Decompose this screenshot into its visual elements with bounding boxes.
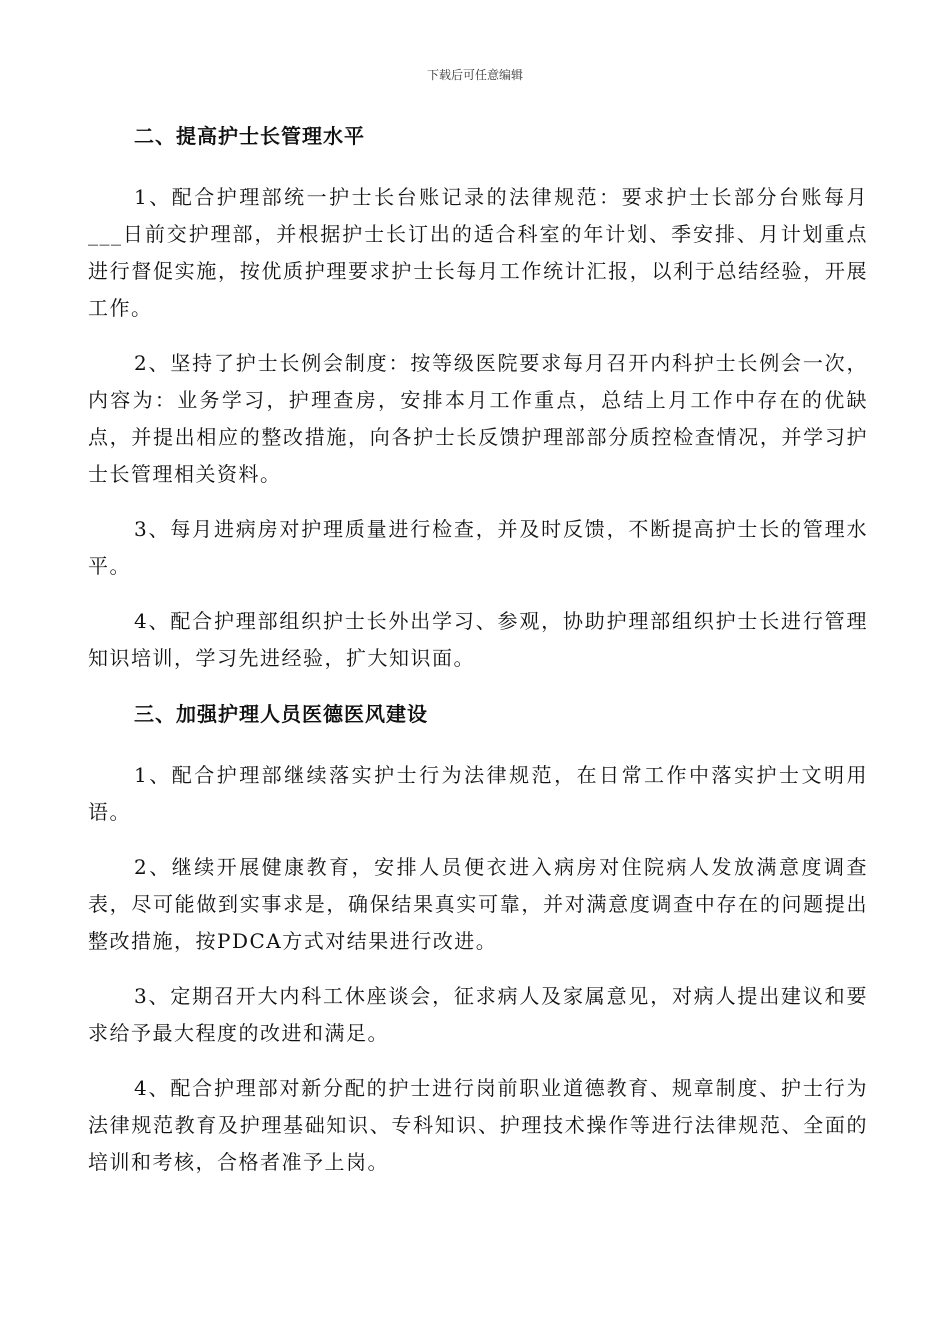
paragraph: 1、配合护理部统一护士长台账记录的法律规范：要求护士长部分台账每月___日前交护理部，并根据护士长订出的适合科室的年计划、季安排、月计划重点进行督促实施，按优质护理要求护士长每月工作统计汇报，以利于总结经验，开展工作。 bbox=[88, 185, 868, 320]
paragraph: 2、坚持了护士长例会制度：按等级医院要求每月召开内科护士长例会一次，内容为：业务学习，护理查房，安排本月工作重点，总结上月工作中存在的优缺点，并提出相应的整改措施，向各护士长反馈护理部部分质控检查情况，并学习护士长管理相关资料。 bbox=[88, 351, 868, 486]
paragraph: 2、继续开展健康教育，安排人员便衣进入病房对住院病人发放满意度调查表，尽可能做到实事求是，确保结果真实可靠，并对满意度调查中存在的问题提出整改措施，按PDCA方式对结果进行改进。 bbox=[88, 855, 868, 953]
paragraph: 1、配合护理部继续落实护士行为法律规范，在日常工作中落实护士文明用语。 bbox=[88, 763, 868, 824]
paragraph: 3、每月进病房对护理质量进行检查，并及时反馈，不断提高护士长的管理水平。 bbox=[88, 517, 868, 578]
paragraph: 4、配合护理部组织护士长外出学习、参观，协助护理部组织护士长进行管理知识培训，学习先进经验，扩大知识面。 bbox=[88, 609, 868, 670]
document-body bbox=[88, 121, 868, 1199]
section-heading-medical-ethics: 三、加强护理人员医德医风建设 bbox=[134, 702, 428, 726]
page-header-note: 下载后可任意编辑 bbox=[426, 68, 523, 82]
paragraph: 3、定期召开大内科工休座谈会，征求病人及家属意见，对病人提出建议和要求给予最大程度的改进和满足。 bbox=[88, 984, 868, 1045]
paragraph: 4、配合护理部对新分配的护士进行岗前职业道德教育、规章制度、护士行为法律规范教育及护理基础知识、专科知识、护理技术操作等进行法律规范、全面的培训和考核，合格者准予上岗。 bbox=[88, 1076, 868, 1174]
section-heading-nurse-manager: 二、提高护士长管理水平 bbox=[134, 124, 365, 148]
